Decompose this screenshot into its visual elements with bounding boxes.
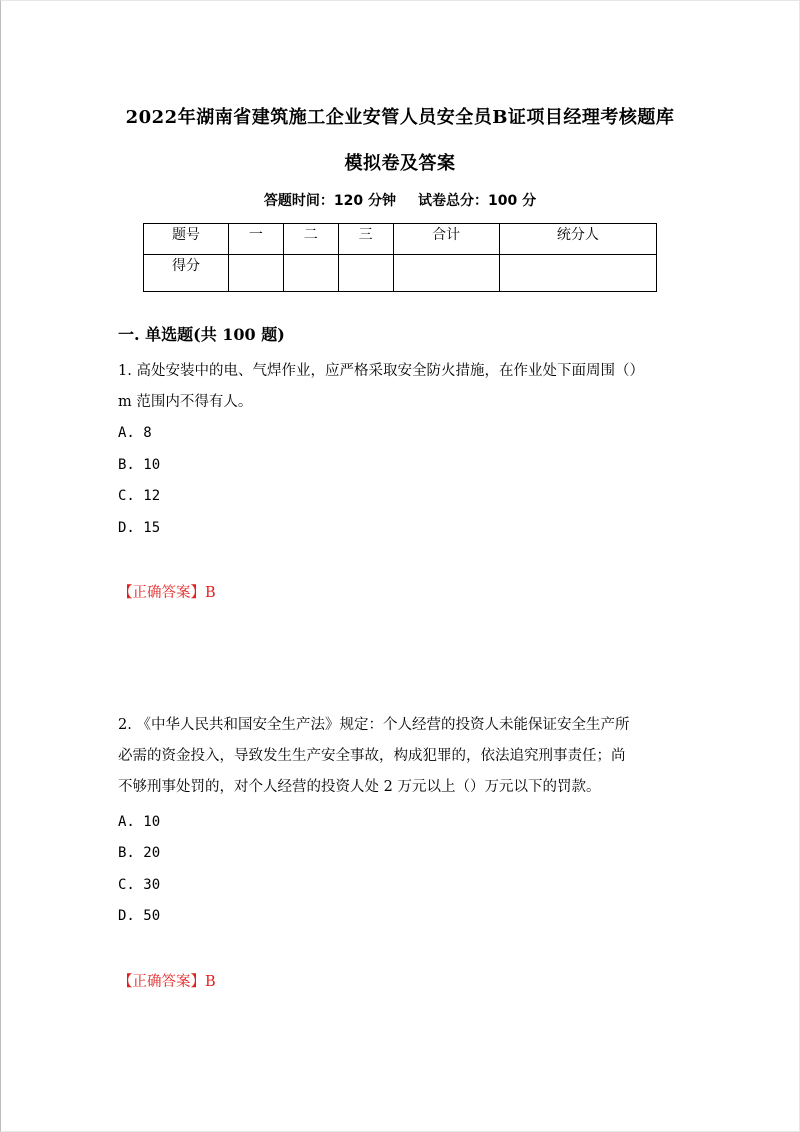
- document-title-line-2: 模拟卷及答案: [344, 153, 456, 174]
- score-table-header-row: [144, 224, 657, 255]
- option-d: D. 15: [118, 520, 161, 536]
- option-a: A. 10: [118, 814, 161, 830]
- score-header-cell: 统分人: [499, 224, 656, 255]
- score-cell: [499, 255, 656, 292]
- exam-meta: [0, 190, 800, 210]
- option-b: B. 10: [118, 457, 161, 473]
- question-line: 1. 高处安装中的电、气焊作业，应严格采取安全防火措施，在作业处下面周围（）: [118, 363, 644, 379]
- score-header-cell: 三: [338, 224, 393, 255]
- score-header-cell: 二: [283, 224, 338, 255]
- question-line: m 范围内不得有人。: [118, 394, 253, 410]
- correct-answer: 【正确答案】B: [118, 974, 216, 990]
- section-title: 一. 单选题(共 100 题): [118, 325, 285, 344]
- score-header-cell: 题号: [144, 224, 229, 255]
- option-d: D. 50: [118, 908, 161, 924]
- score-cell: [338, 255, 393, 292]
- document-title-line-1: 2022年湖南省建筑施工企业安管人员安全员B证项目经理考核题库: [125, 107, 675, 128]
- exam-time: 答题时间：120 分钟: [263, 193, 396, 209]
- option-c: C. 12: [118, 488, 161, 504]
- score-table: [143, 223, 657, 292]
- question-text: [118, 356, 688, 418]
- question-line: 不够刑事处罚的，对个人经营的投资人处 2 万元以上（）万元以下的罚款。: [118, 779, 601, 795]
- correct-answer: 【正确答案】B: [118, 585, 216, 601]
- question-line: 2. 《中华人民共和国安全生产法》规定：个人经营的投资人未能保证安全生产所: [118, 717, 630, 733]
- option-c: C. 30: [118, 877, 161, 893]
- score-cell: [393, 255, 499, 292]
- exam-total-score: 试卷总分：100 分: [418, 193, 537, 209]
- score-table-score-row: [144, 255, 657, 292]
- score-row-label: 得分: [144, 255, 229, 292]
- score-cell: [283, 255, 338, 292]
- option-b: B. 20: [118, 845, 161, 861]
- question-line: 必需的资金投入，导致发生生产安全事故，构成犯罪的，依法追究刑事责任；尚: [118, 748, 626, 764]
- question-text: [118, 710, 688, 803]
- score-cell: [229, 255, 284, 292]
- option-a: A. 8: [118, 425, 152, 441]
- score-header-cell: 一: [229, 224, 284, 255]
- score-header-cell: 合计: [393, 224, 499, 255]
